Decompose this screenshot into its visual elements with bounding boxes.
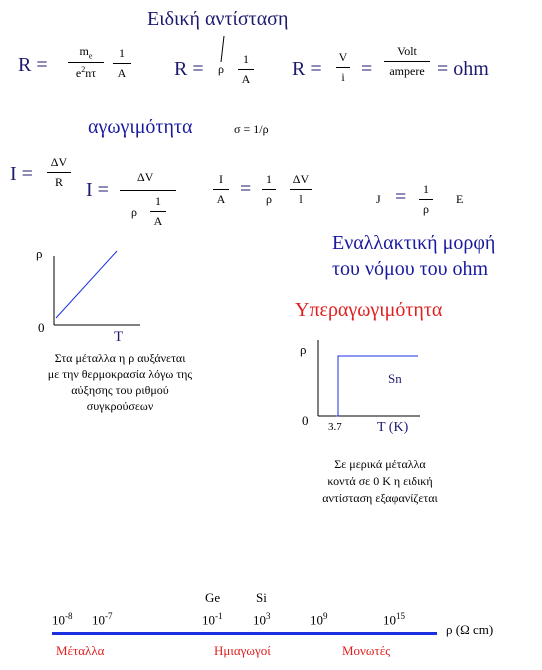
graph1-origin: 0: [38, 320, 45, 335]
alt-form-line2: του νόμου του ohm: [332, 258, 489, 280]
graph2-y-label: ρ: [300, 342, 307, 357]
eq2-lhs: R =: [174, 58, 204, 80]
ohm4-equals: =: [395, 186, 407, 208]
element-label-si: Si: [256, 590, 267, 605]
eq1-fraction-2: 1 A: [113, 46, 131, 81]
ohm3-fraction-1: I A: [213, 172, 229, 207]
ohm4-fraction: 1 ρ: [419, 182, 433, 217]
ohm2-den-fraction: 1 A: [150, 194, 166, 229]
sigma-definition: σ = 1/ρ: [234, 122, 269, 136]
ohm2-lhs: I =: [86, 179, 109, 201]
ohm1-fraction: ΔV R: [47, 155, 71, 190]
alt-form-line1: Εναλλακτική μορφή: [332, 232, 496, 254]
eq3-rhs: = ohm: [437, 58, 489, 80]
scale-line: [52, 632, 437, 635]
graph2-curve: [336, 356, 418, 416]
superconductivity-title: Υπεραγωγιμότητα: [295, 299, 443, 321]
scale-tick-label: $10^{-7}$: [92, 611, 113, 628]
scale-tick-label: $10^{-8}$: [52, 611, 73, 628]
eq1-lhs: R =: [18, 54, 48, 76]
eq2-fraction: 1 A: [238, 52, 254, 87]
ohm2-bar: [120, 190, 176, 191]
scale-unit: ρ (Ω cm): [446, 622, 494, 637]
graph2-origin: 0: [302, 413, 309, 428]
graph2-caption: Σε μερικά μέταλλα κοντά σε 0 K η ειδική αντίσταση εξαφανίζεται: [322, 457, 438, 505]
graph1-curve: [56, 251, 117, 318]
scale-tick-label: $10^{15}$: [383, 611, 405, 628]
element-label-ge: Ge: [205, 590, 221, 605]
eq3-fraction-2: Volt ampere: [384, 44, 430, 79]
eq1-fraction-1: $m_e$ $e^2n\tau$: [68, 44, 104, 81]
graph2: [0, 0, 1, 1]
scale-tick-label: $10^3$: [253, 611, 271, 628]
ohm2-den-rho: ρ: [131, 205, 137, 219]
ohm2-numerator: ΔV: [137, 170, 154, 184]
ohm4-rhs: E: [456, 192, 464, 206]
ohm3-fraction-2: 1 ρ: [262, 172, 276, 207]
eq3-equals: =: [361, 58, 373, 80]
category-semiconductors: Ημιαγωγοί: [214, 643, 271, 658]
graph2-x-label: T (K): [377, 420, 409, 435]
category-metals: Μέταλλα: [56, 643, 105, 658]
scale-tick-label: $10^9$: [310, 611, 328, 628]
ohm4-lhs: J: [376, 192, 381, 206]
graph1-caption: Στα μέταλλα η ρ αυξάνεται με την θερμοκρασία λόγω της αύξησης του ριθμού συγκρούσεων: [47, 351, 193, 413]
graph1-x-label: T: [114, 329, 124, 345]
graph2-material-label: Sn: [388, 371, 402, 386]
ohm1-lhs: I =: [10, 163, 33, 185]
ohm3-fraction-3: ΔV l: [290, 172, 312, 207]
eq3-lhs: R =: [292, 58, 322, 80]
graph2-tc-label: 3.7: [328, 421, 342, 433]
eq3-fraction-1: V i: [336, 50, 350, 85]
eq2-rho: ρ: [218, 62, 224, 76]
conductivity-title: αγωγιμότητα: [88, 116, 193, 138]
category-insulators: Μονωτές: [342, 643, 391, 658]
resistivity-title: Ειδική αντίσταση: [147, 8, 289, 30]
scale-tick-label: $10^{-1}$: [202, 611, 223, 628]
ohm3-equals: =: [240, 178, 252, 200]
graph1-y-label: ρ: [36, 246, 43, 261]
